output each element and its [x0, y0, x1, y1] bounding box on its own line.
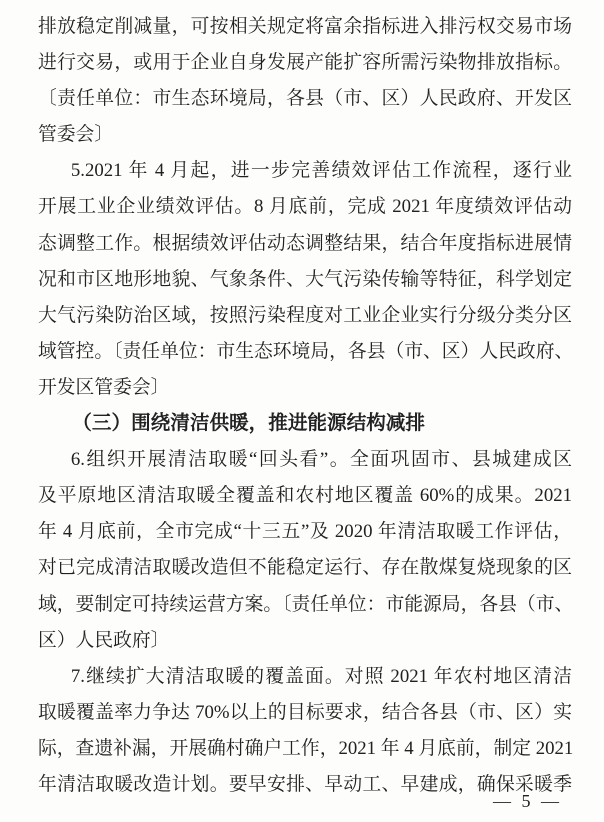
document-line: 〔责任单位：市生态环境局，各县（市、区）人民政府、开发区 — [38, 88, 572, 110]
document-line: 7.继续扩大清洁取暖的覆盖面。对照 2021 年农村地区清洁 — [70, 665, 572, 687]
document-line: 5.2021 年 4 月起，进一步完善绩效评估工作流程，逐行业 — [70, 160, 572, 182]
document-line: 及平原地区清洁取暖全覆盖和农村地区覆盖 60%的成果。2021 — [38, 485, 572, 507]
document-line: 6.组织开展清洁取暖“回头看”。全面巩固市、县城建成区 — [70, 449, 572, 471]
document-line: 区）人民政府〕 — [38, 629, 170, 651]
document-line: 管委会〕 — [38, 124, 114, 146]
document-line: 开展工业企业绩效评估。8 月底前，完成 2021 年度绩效评估动 — [38, 196, 572, 218]
document-line: 域管控。〔责任单位：市生态环境局，各县（市、区）人民政府、 — [38, 340, 574, 362]
document-line: 进行交易，或用于企业自身发展产能扩容所需污染物排放指标。 — [38, 52, 572, 74]
document-body — [38, 9, 572, 803]
document-line: 开发区管委会〕 — [38, 376, 170, 398]
page-number: — 5 — — [493, 791, 562, 811]
document-line: 态调整工作。根据绩效评估动态调整结果，结合年度指标进展情 — [38, 232, 572, 254]
document-line: 年 4 月底前，全市完成“十三五”及 2020 年清洁取暖工作评估， — [38, 521, 572, 543]
document-line: 取暖覆盖率力争达 70%以上的目标要求，结合各县（市、区）实 — [38, 701, 572, 723]
document-line: 年清洁取暖改造计划。要早安排、早动工、早建成，确保采暖季 — [38, 773, 572, 795]
document-line: 大气污染防治区域，按照污染程度对工业企业实行分级分类分区 — [38, 304, 572, 326]
document-line: 际，查遗补漏，开展确村确户工作，2021 年 4 月底前，制定 2021 — [38, 737, 574, 759]
document-line: 排放稳定削减量，可按相关规定将富余指标进入排污权交易市场 — [38, 16, 572, 37]
document-line: 对已完成清洁取暖改造但不能稳定运行、存在散煤复烧现象的区 — [38, 557, 572, 579]
document-line: 域，要制定可持续运营方案。〔责任单位：市能源局，各县（市、 — [38, 593, 574, 615]
document-line: 况和市区地形地貌、气象条件、大气污染传输等特征，科学划定 — [38, 268, 572, 290]
section-heading-line: （三）围绕清洁供暖，推进能源结构减排 — [72, 413, 425, 435]
